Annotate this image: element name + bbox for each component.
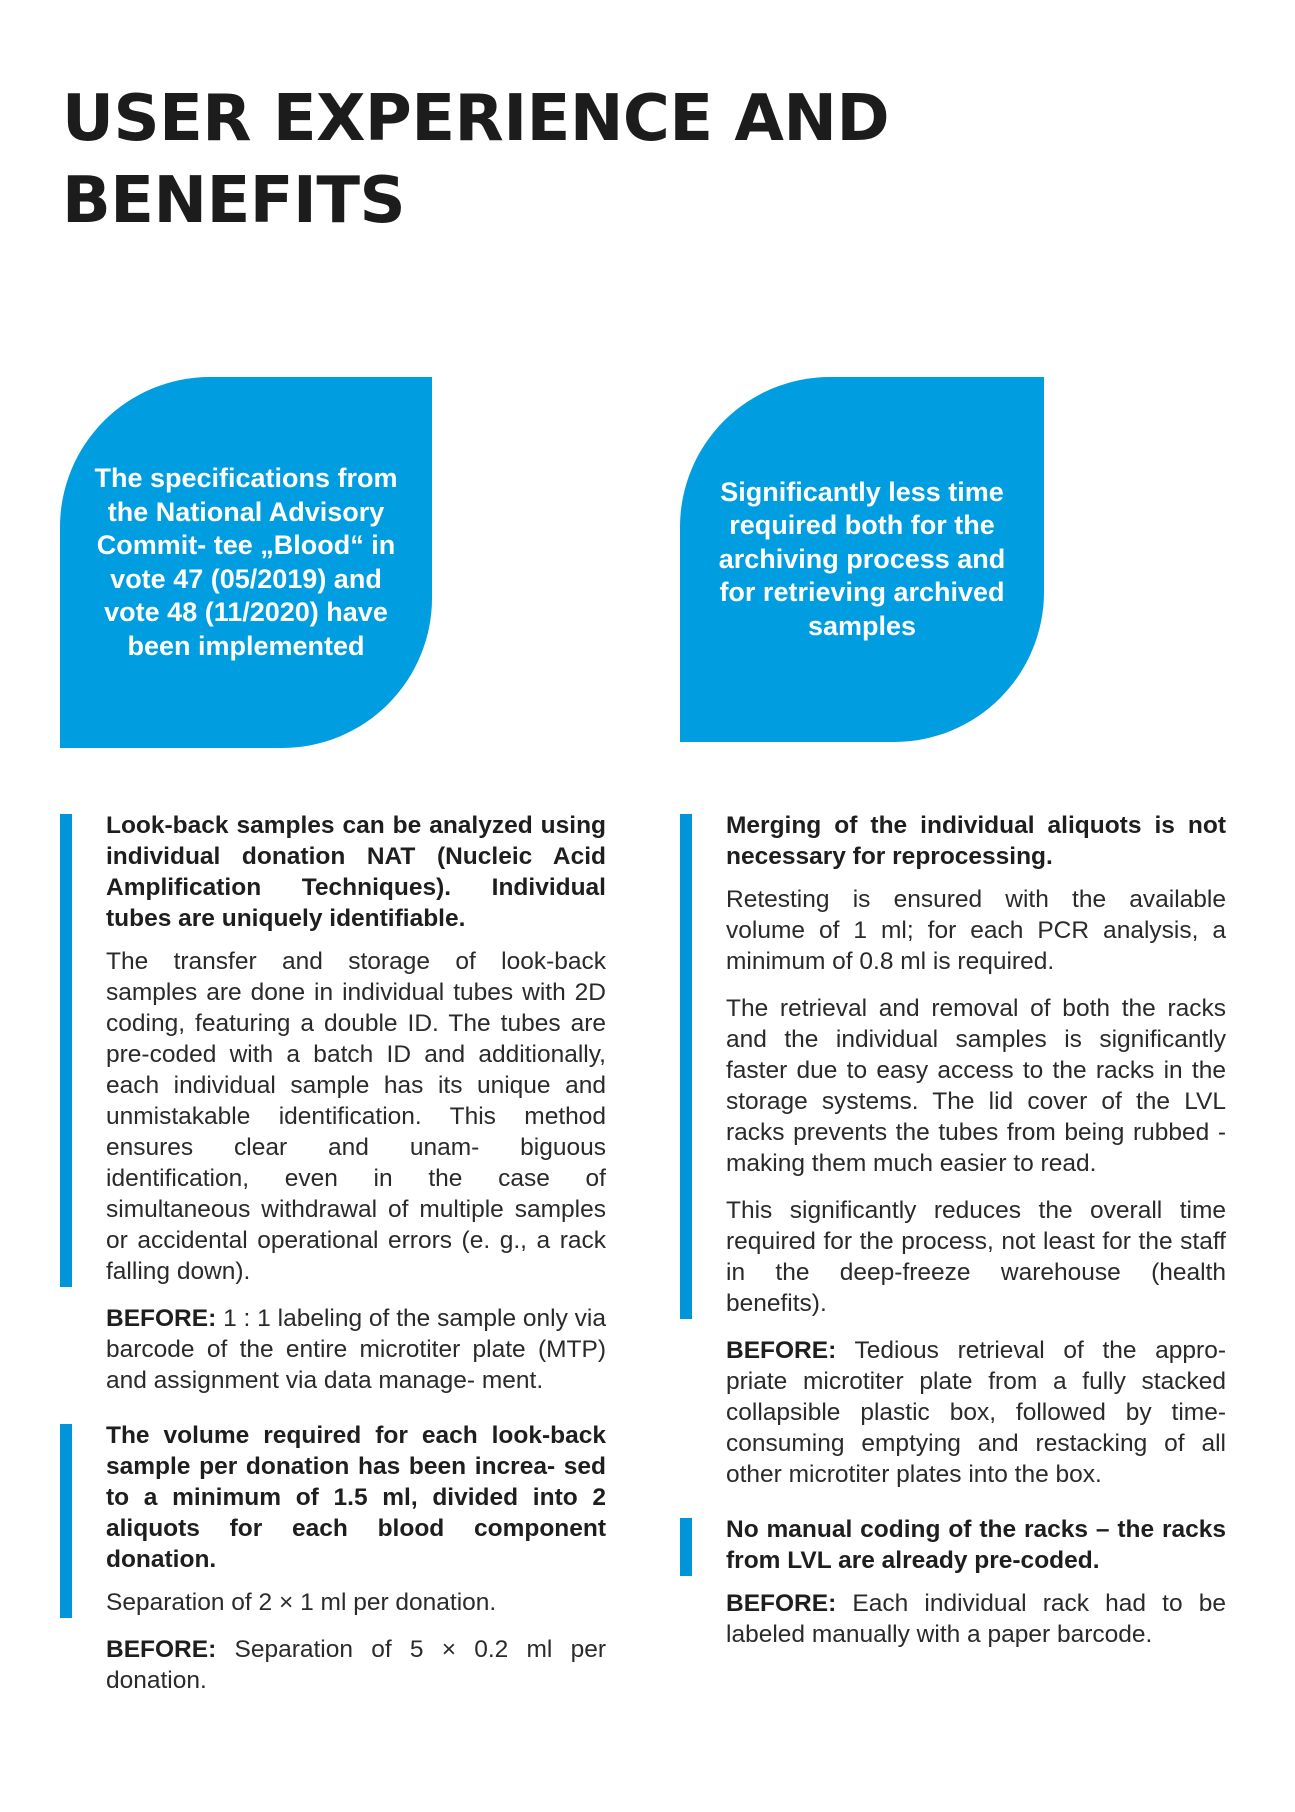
before-paragraph bbox=[726, 1335, 1226, 1490]
section-precoded-racks bbox=[726, 1514, 1226, 1576]
accent-bar bbox=[60, 814, 72, 1287]
callout-time-saving bbox=[680, 377, 1044, 742]
right-column bbox=[726, 810, 1226, 1666]
section-heading: Merging of the individual aliquots is not necessary for reprocessing. bbox=[726, 812, 1226, 870]
before-label: BEFORE: bbox=[726, 1590, 837, 1617]
before-paragraph bbox=[106, 1303, 606, 1396]
section-heading: The volume required for each look-back sample per donation has been increa- sed to a minimum of 1.5 ml, divided into 2 aliquots for each blood component donation. bbox=[106, 1422, 606, 1573]
before-text: Tedious retrieval of the appro- priate microtiter plate from a fully stacked collapsible plastic box, followed by time- consuming emptying and restacking of all other microtiter plates into the box. bbox=[726, 1337, 1226, 1488]
callout-specifications-text: The specifications from the National Advisory Commit- tee „Blood“ in vote 47 (05/2019) and vote 48 (11/2020) have been implemented bbox=[94, 463, 398, 661]
body-paragraph: Separation of 2 × 1 ml per donation. bbox=[106, 1589, 497, 1616]
before-label: BEFORE: bbox=[726, 1337, 837, 1364]
accent-bar bbox=[60, 1424, 72, 1618]
left-column bbox=[106, 810, 606, 1712]
accent-bar bbox=[680, 1518, 692, 1576]
before-text: 1 : 1 labeling of the sample only via barcode of the entire microtiter plate (MTP) and assignment via data manage- ment. bbox=[106, 1305, 606, 1394]
before-text: Each individual rack had to be labeled manually with a paper barcode. bbox=[726, 1590, 1226, 1648]
body-paragraph: The transfer and storage of look-back samples are done in individual tubes with 2D coding, featuring a double ID. The tubes are pre-coded with a batch ID and additionally, each individual sample has its unique and unmistakable identification. This method ensures clear and unam- biguous identification, even in the case of simultaneous withdrawal of multiple samples or accidental operational errors (e. g., a rack falling down). bbox=[106, 948, 606, 1285]
section-heading: No manual coding of the racks – the racks from LVL are already pre-coded. bbox=[726, 1516, 1226, 1574]
callout-specifications bbox=[60, 377, 432, 748]
accent-bar bbox=[680, 814, 692, 1319]
before-paragraph bbox=[106, 1634, 606, 1696]
section-volume bbox=[106, 1420, 606, 1618]
section-merging bbox=[726, 810, 1226, 1319]
body-paragraph: This significantly reduces the overall time required for the process, not least for the staff in the deep-freeze warehouse (health benefits). bbox=[726, 1197, 1226, 1317]
before-text: Separation of 5 × 0.2 ml per donation. bbox=[106, 1636, 606, 1694]
page-title bbox=[62, 78, 962, 242]
body-paragraph: The retrieval and removal of both the racks and the individual samples is significantly faster due to easy access to the racks in the storage systems. The lid cover of the LVL racks prevents the tubes from being rubbed - making them much easier to read. bbox=[726, 995, 1226, 1177]
section-heading: Look-back samples can be analyzed using individual donation NAT (Nucleic Acid Amplification Techniques). Individual tubes are uniquely identifiable. bbox=[106, 812, 606, 932]
before-label: BEFORE: bbox=[106, 1305, 217, 1332]
body-paragraph: Retesting is ensured with the available volume of 1 ml; for each PCR analysis, a minimum of 0.8 ml is required. bbox=[726, 886, 1226, 975]
callout-time-saving-text: Significantly less time required both for the archiving process and for retrieving archived samples bbox=[718, 476, 1006, 641]
before-paragraph bbox=[726, 1588, 1226, 1650]
section-individual-nat bbox=[106, 810, 606, 1287]
page-title-line-2: BENEFITS bbox=[62, 164, 406, 238]
before-label: BEFORE: bbox=[106, 1636, 217, 1663]
page-title-line-1: USER EXPERIENCE AND bbox=[62, 82, 890, 156]
